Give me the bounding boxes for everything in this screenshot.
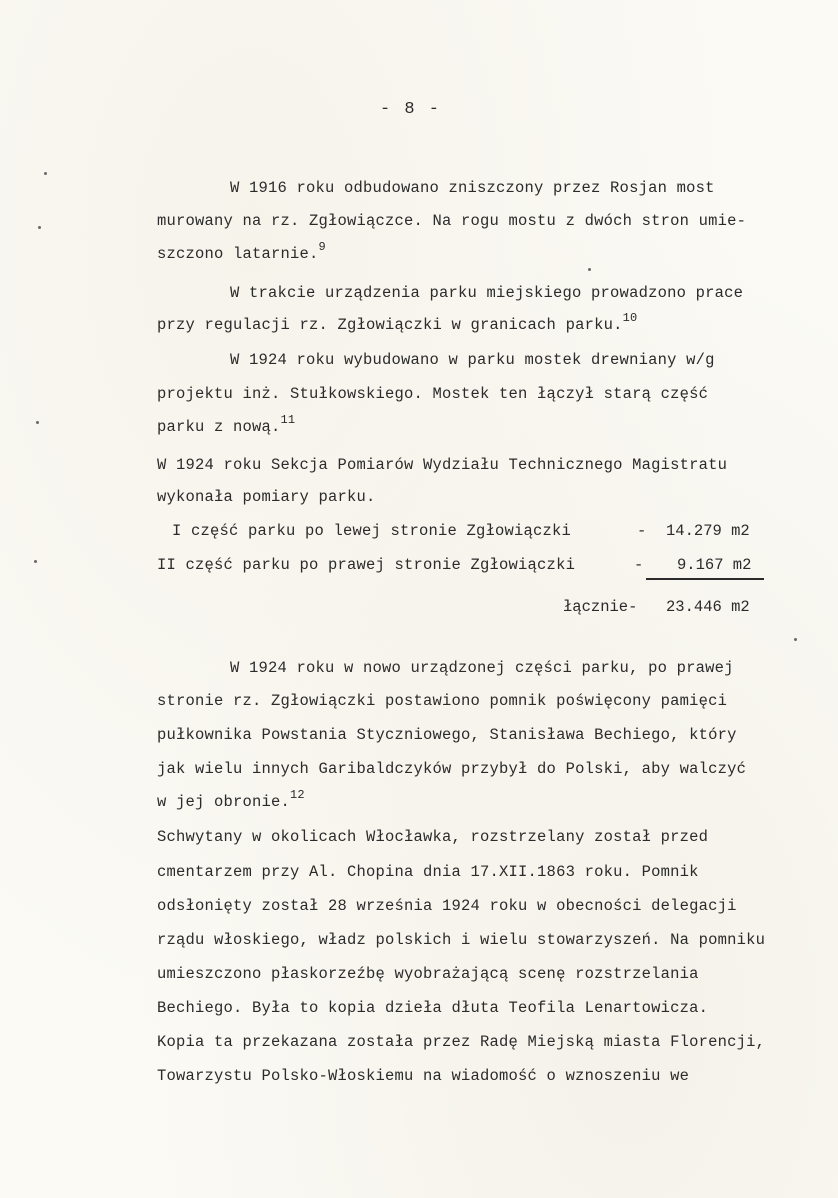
text-line: projektu inż. Stułkowskiego. Mostek ten łączył starą część	[157, 385, 709, 403]
text-line: umieszczono płaskorzeźbę wyobrażającą scenę rozstrzelania	[157, 965, 699, 983]
text-line-content: przy regulacji rz. Zgłowiączki w granicach parku.	[157, 316, 623, 334]
text-line: W trakcie urządzenia parku miejskiego prowadzono prace	[230, 284, 744, 302]
measurement-label: II część parku po prawej stronie Zgłowiączki	[157, 556, 576, 574]
scan-speck	[794, 638, 797, 641]
text-line: pułkownika Powstania Styczniowego, Stanisława Bechiego, który	[157, 726, 737, 744]
text-line	[157, 311, 638, 335]
footnote-marker: 9	[318, 240, 326, 254]
text-line: murowany na rz. Zgłowiączce. Na rogu mostu z dwóch stron umie-	[157, 212, 747, 230]
measurement-label: I część parku po lewej stronie Zgłowiączki	[172, 522, 572, 540]
text-line: Schwytany w okolicach Włocławka, rozstrzelany został przed	[157, 828, 709, 846]
scan-speck	[36, 421, 39, 424]
measurement-dash: -	[634, 556, 644, 574]
text-line: cmentarzem przy Al. Chopina dnia 17.XII.1863 roku. Pomnik	[157, 863, 699, 881]
page-number: - 8 -	[380, 100, 442, 119]
text-line-content: w jej obronie.	[157, 793, 291, 811]
text-line: Kopia ta przekazana została przez Radę Miejską miasta Florencji,	[157, 1033, 766, 1051]
text-line-content: parku z nową.	[157, 418, 281, 436]
text-line: W 1924 roku w nowo urządzonej części parku, po prawej	[230, 659, 734, 677]
text-line: W 1916 roku odbudowano zniszczony przez Rosjan most	[230, 179, 715, 197]
text-line-content: szczono latarnie.	[157, 245, 319, 263]
footnote-marker: 12	[290, 788, 305, 802]
scan-speck	[38, 226, 41, 229]
text-line: rządu włoskiego, władz polskich i wielu stowarzyszeń. Na pomniku	[157, 931, 766, 949]
scan-speck	[588, 268, 591, 271]
text-line: Towarzystu Polsko-Włoskiemu na wiadomość o wznoszeniu we	[157, 1067, 690, 1085]
measurement-value: 9.167 m2	[677, 556, 752, 574]
measurement-dash: -	[637, 522, 647, 540]
text-line	[157, 788, 305, 812]
total-label: łącznie-	[563, 598, 638, 616]
text-line: W 1924 roku wybudowano w parku mostek drewniany w/g	[230, 351, 715, 369]
total-value: 23.446 m2	[666, 598, 750, 616]
footnote-marker: 10	[622, 311, 638, 325]
text-line	[157, 240, 326, 264]
scan-speck	[44, 172, 47, 175]
scan-speck	[34, 560, 37, 563]
text-line	[157, 413, 296, 437]
text-line: wykonała pomiary parku.	[157, 488, 376, 506]
text-line: Bechiego. Była to kopia dzieła dłuta Teofila Lenartowicza.	[157, 999, 709, 1017]
footnote-marker: 11	[280, 413, 296, 427]
measurement-value: 14.279 m2	[666, 522, 750, 540]
text-line: jak wielu innych Garibaldczyków przybył do Polski, aby walczyć	[157, 760, 747, 778]
sum-rule	[646, 578, 764, 580]
text-line: W 1924 roku Sekcja Pomiarów Wydziału Technicznego Magistratu	[157, 456, 728, 474]
text-line: odsłonięty został 28 września 1924 roku w obecności delegacji	[157, 897, 737, 915]
text-line: stronie rz. Zgłowiączki postawiono pomnik poświęcony pamięci	[157, 692, 728, 710]
